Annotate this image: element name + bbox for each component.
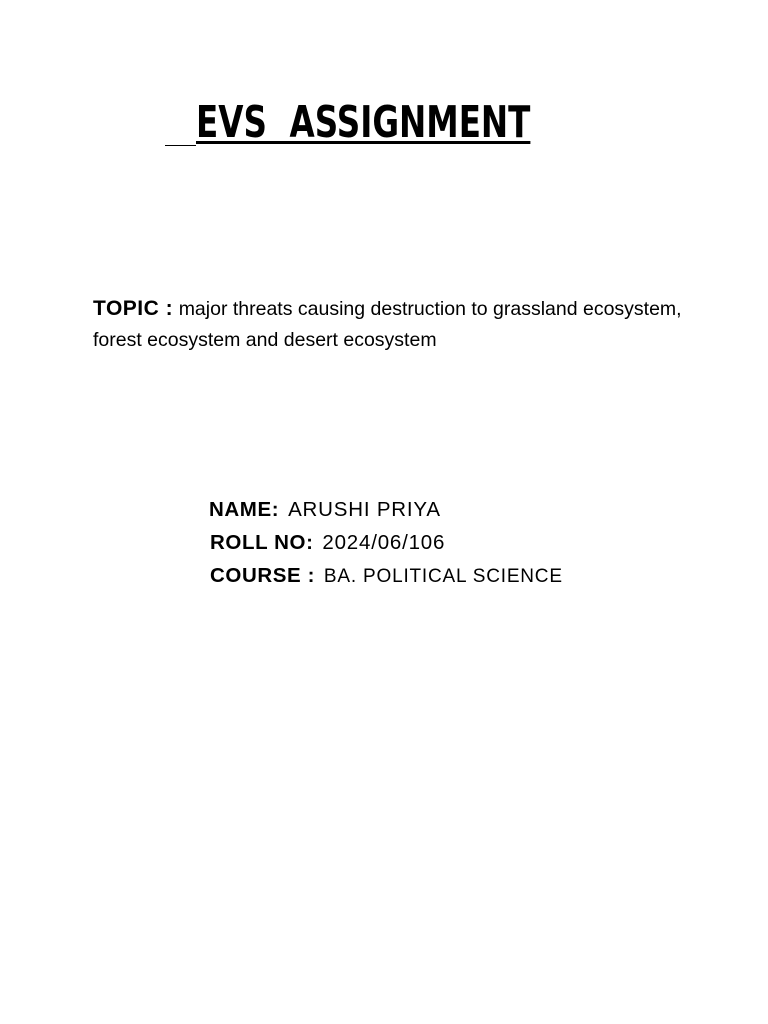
course-label: COURSE : xyxy=(210,564,316,587)
name-row xyxy=(209,493,563,526)
title-lead-underline xyxy=(165,145,196,146)
name-value: ARUSHI PRIYA xyxy=(288,498,441,521)
page-title: EVS ASSIGNMENT xyxy=(196,97,531,148)
roll-row xyxy=(209,526,563,559)
roll-label: ROLL NO: xyxy=(210,531,314,554)
student-info-block xyxy=(209,493,563,592)
name-label: NAME: xyxy=(209,498,280,521)
topic-label: TOPIC : xyxy=(93,297,174,320)
topic-text: major threats causing destruction to grassland ecosystem, forest ecosystem and desert ecosystem xyxy=(93,298,682,351)
course-value: BA. POLITICAL SCIENCE xyxy=(323,566,563,587)
topic-paragraph xyxy=(93,293,693,356)
roll-value: 2024/06/106 xyxy=(322,531,446,554)
course-row xyxy=(209,559,563,592)
